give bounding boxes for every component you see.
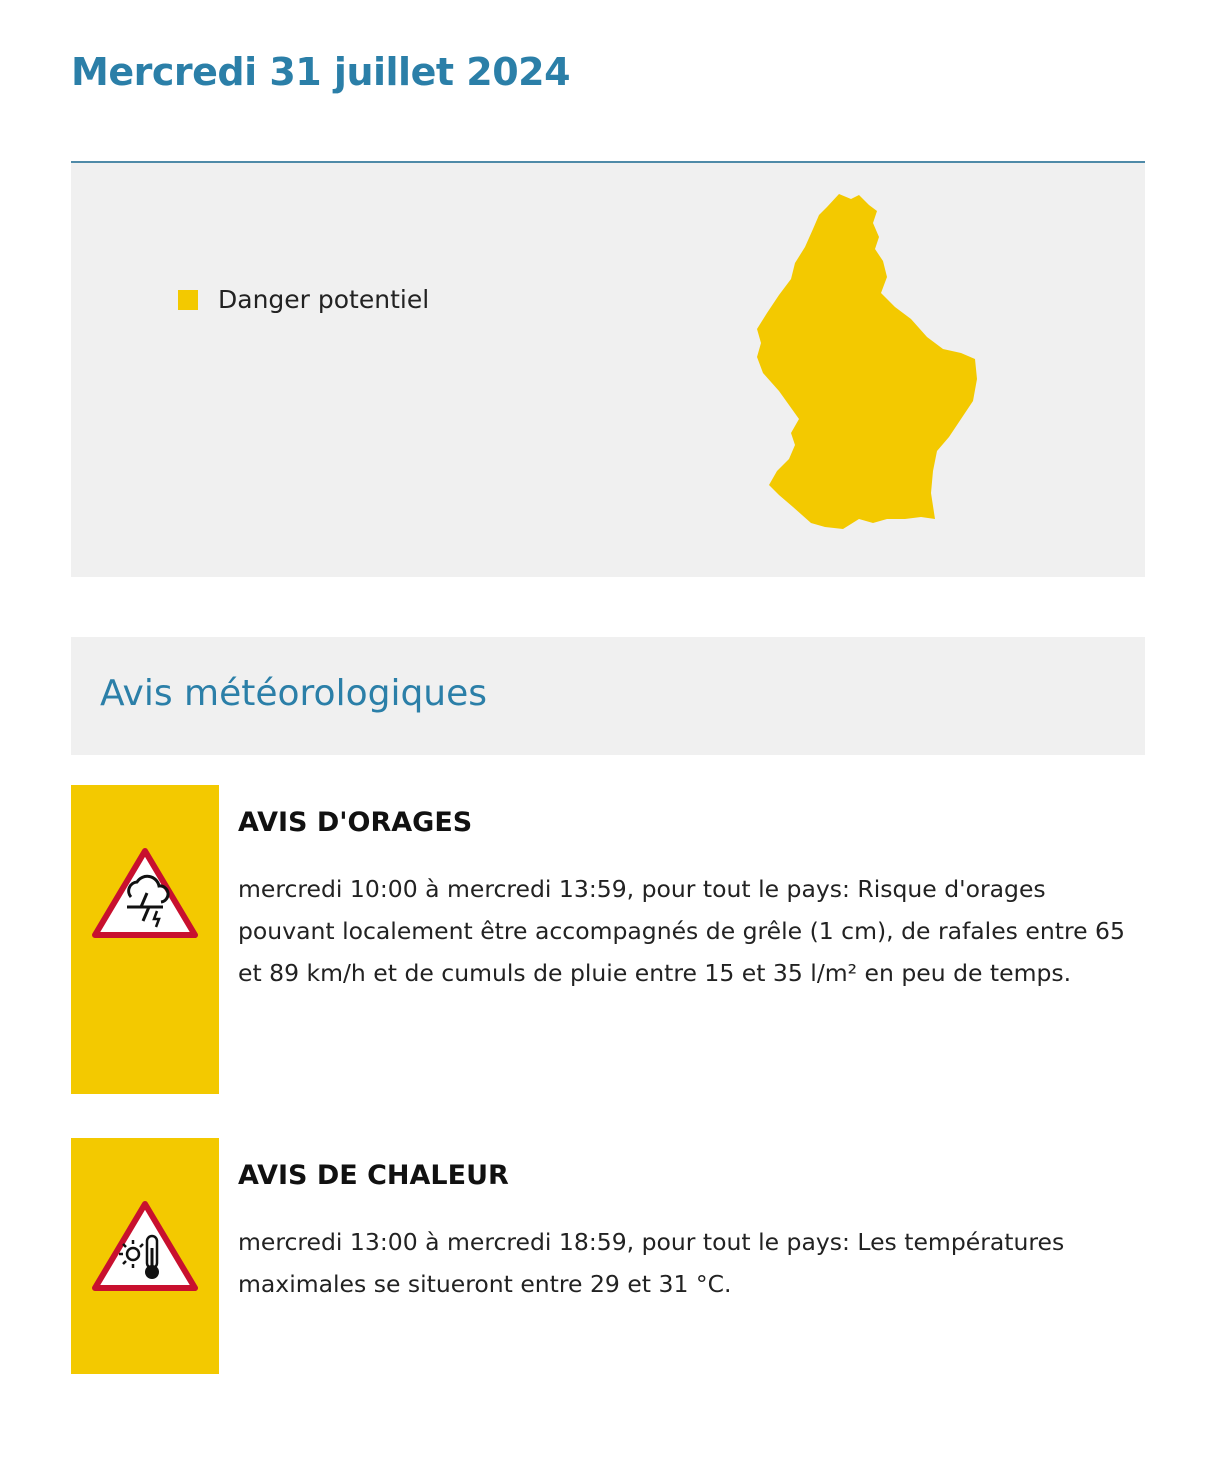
- warning-level-band: [71, 785, 219, 1094]
- thunderstorm-warning-icon: [91, 845, 199, 941]
- warning-level-band: [71, 1138, 219, 1374]
- page-title: Mercredi 31 juillet 2024: [71, 50, 571, 94]
- warning-text: mercredi 10:00 à mercredi 13:59, pour tout le pays: Risque d'orages pouvant localement être accompagnés de grêle (1 cm), de rafales entre 65 et 89 km/h et de cumuls de pluie entre 15 et 35 l/m² en peu de temps.: [238, 875, 1125, 987]
- warning-text: mercredi 13:00 à mercredi 18:59, pour tout le pays: Les températures maximales se situeront entre 29 et 31 °C.: [238, 1228, 1065, 1298]
- avis-section-title: Avis météorologiques: [100, 673, 488, 714]
- warning-card-chaleur: [71, 1138, 1145, 1374]
- warning-body: [238, 807, 1128, 994]
- legend-label: Danger potentiel: [218, 285, 430, 314]
- map-legend: [178, 285, 429, 314]
- warning-body: [238, 1160, 1128, 1305]
- warning-card-orages: [71, 785, 1145, 1094]
- luxembourg-map[interactable]: [755, 189, 995, 529]
- avis-section-header: [71, 637, 1145, 755]
- warning-title: AVIS D'ORAGES: [238, 807, 473, 838]
- heat-warning-icon: [91, 1198, 199, 1294]
- luxembourg-region: [757, 194, 977, 529]
- warning-map-panel: [71, 161, 1145, 577]
- legend-swatch-yellow: [178, 290, 198, 310]
- warning-title: AVIS DE CHALEUR: [238, 1160, 509, 1191]
